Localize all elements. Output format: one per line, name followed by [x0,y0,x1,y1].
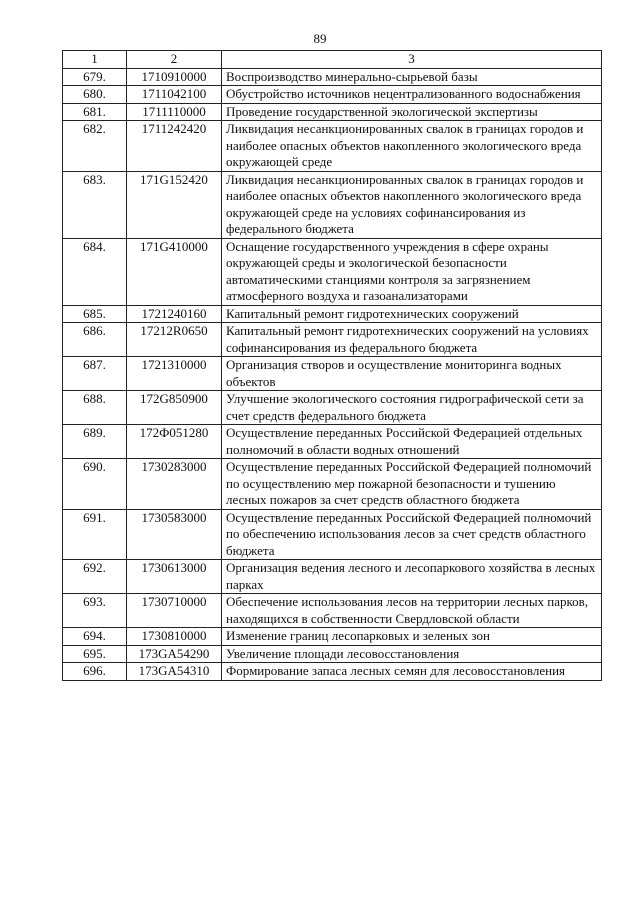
row-code: 1711110000 [127,103,222,121]
row-code: 171G152420 [127,171,222,238]
row-number: 683. [63,171,127,238]
row-code: 1730583000 [127,509,222,560]
row-number: 695. [63,645,127,663]
table-row [63,171,602,238]
row-code: 1730613000 [127,560,222,594]
row-number: 689. [63,425,127,459]
table-row [63,357,602,391]
row-name: Увеличение площади лесовосстановления [222,645,602,663]
row-code: 173GA54310 [127,663,222,681]
row-number: 686. [63,323,127,357]
table-row [63,594,602,628]
row-number: 679. [63,68,127,86]
table-row [63,509,602,560]
row-code: 1710910000 [127,68,222,86]
row-name: Ликвидация несанкционированных свалок в границах городов и наиболее опасных объектов накопленного экологического вреда окружающей среде на условиях софинансирования из федерального бюджета [222,171,602,238]
table-row [63,459,602,510]
table-row [63,305,602,323]
row-number: 692. [63,560,127,594]
row-code: 1721310000 [127,357,222,391]
row-number: 680. [63,86,127,104]
table-row [63,663,602,681]
row-number: 687. [63,357,127,391]
table-row [63,238,602,305]
table-header [63,51,602,69]
row-name: Капитальный ремонт гидротехнических сооружений на условиях софинансирования из федерального бюджета [222,323,602,357]
row-code: 173GA54290 [127,645,222,663]
row-name: Оснащение государственного учреждения в сфере охраны окружающей среды и экологической безопасности автоматическими станциями контроля за загрязнением атмосферного воздуха и газоанализаторами [222,238,602,305]
table-row [63,425,602,459]
row-number: 693. [63,594,127,628]
table-row [63,645,602,663]
table-row [63,86,602,104]
row-code: 1711042100 [127,86,222,104]
table-row [63,391,602,425]
row-name: Воспроизводство минерально-сырьевой базы [222,68,602,86]
table-row [63,103,602,121]
header-col-3: 3 [222,51,602,69]
table-body [63,68,602,680]
table-row [63,121,602,172]
row-name: Осуществление переданных Российской Федерацией полномочий по осуществлению мер пожарной безопасности и тушению лесных пожаров за счет средств областного бюджета [222,459,602,510]
row-code: 1721240160 [127,305,222,323]
row-name: Обустройство источников нецентрализованного водоснабжения [222,86,602,104]
row-code: 1711242420 [127,121,222,172]
row-number: 684. [63,238,127,305]
header-col-1: 1 [63,51,127,69]
row-name: Организация ведения лесного и лесопаркового хозяйства в лесных парках [222,560,602,594]
row-name: Осуществление переданных Российской Федерацией отдельных полномочий в области водных отношений [222,425,602,459]
table-row [63,628,602,646]
row-code: 1730710000 [127,594,222,628]
row-code: 1730283000 [127,459,222,510]
header-row [63,51,602,69]
row-number: 688. [63,391,127,425]
row-code: 1730810000 [127,628,222,646]
table-row [63,560,602,594]
table-row [63,68,602,86]
row-number: 694. [63,628,127,646]
page-number: 89 [313,31,327,46]
row-number: 682. [63,121,127,172]
row-name: Формирование запаса лесных семян для лесовосстановления [222,663,602,681]
row-name: Обеспечение использования лесов на территории лесных парков, находящихся в собственности Свердловской области [222,594,602,628]
row-number: 690. [63,459,127,510]
table-row [63,323,602,357]
row-name: Ликвидация несанкционированных свалок в границах городов и наиболее опасных объектов накопленного экологического вреда окружающей среде [222,121,602,172]
row-code: 172G850900 [127,391,222,425]
row-code: 172Ф051280 [127,425,222,459]
row-code: 171G410000 [127,238,222,305]
row-name: Организация створов и осуществление мониторинга водных объектов [222,357,602,391]
row-name: Улучшение экологического состояния гидрографической сети за счет средств федерального бюджета [222,391,602,425]
row-number: 696. [63,663,127,681]
budget-codes-table [62,50,602,681]
row-code: 17212R0650 [127,323,222,357]
row-name: Проведение государственной экологической экспертизы [222,103,602,121]
row-number: 681. [63,103,127,121]
row-name: Осуществление переданных Российской Федерацией полномочий по обеспечению использования лесов за счет средств областного бюджета [222,509,602,560]
row-name: Капитальный ремонт гидротехнических сооружений [222,305,602,323]
row-number: 685. [63,305,127,323]
row-number: 691. [63,509,127,560]
header-col-2: 2 [127,51,222,69]
row-name: Изменение границ лесопарковых и зеленых зон [222,628,602,646]
